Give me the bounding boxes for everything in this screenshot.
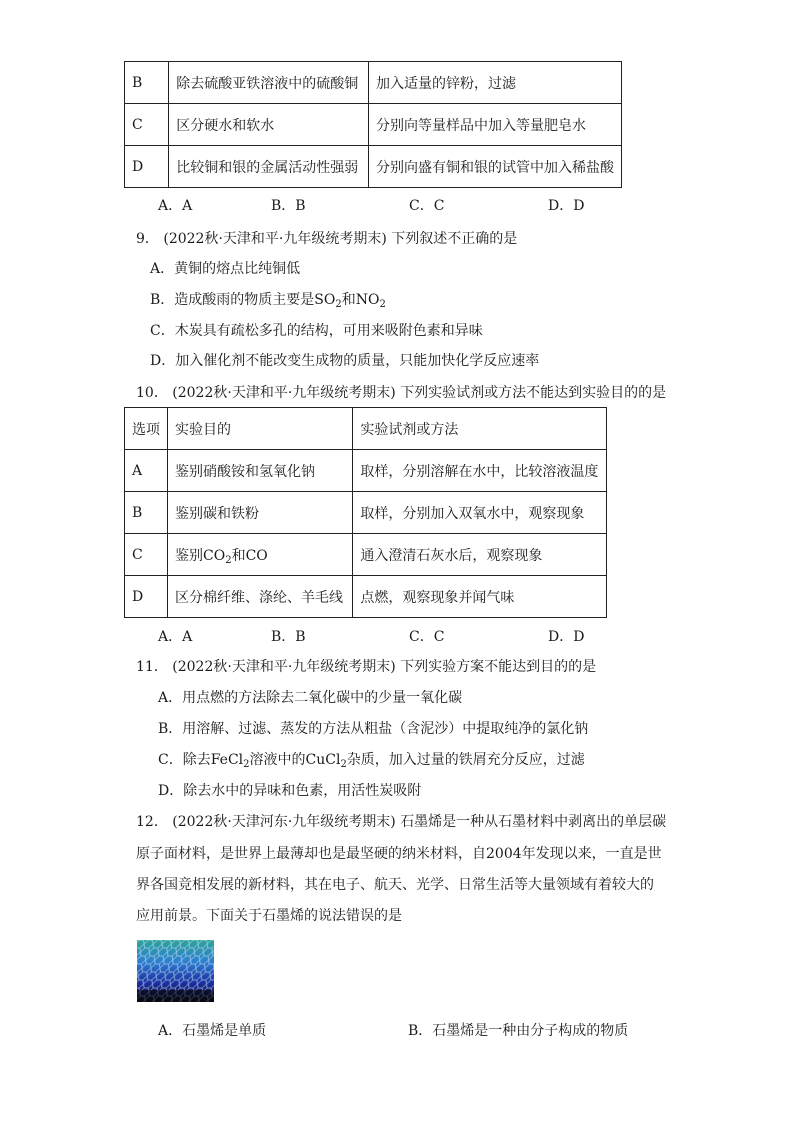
q12-option-a: A．石墨烯是单质 (158, 1023, 267, 1039)
option-c: C．C (409, 198, 445, 214)
table-cell-purpose: 除去硫酸亚铁溶液中的硫酸铜 (169, 62, 369, 104)
q12-text-line: 应用前景。下面关于石墨烯的说法错误的是 (136, 908, 402, 924)
table-cell-option: D (125, 146, 169, 188)
graphene-image (137, 940, 214, 1002)
option-b: B．B (271, 629, 306, 645)
table-cell-purpose (168, 534, 353, 576)
table-row (125, 62, 622, 104)
table-row (125, 492, 607, 534)
subscript: 2 (225, 554, 232, 566)
option-a: A．A (158, 198, 193, 214)
table-cell-purpose: 区分棉纤维、涤纶、羊毛线 (168, 576, 353, 618)
q11-option-b: B．用溶解、过滤、蒸发的方法从粗盐（含泥沙）中提取纯净的氯化钠 (158, 721, 589, 737)
table-row (125, 146, 622, 188)
text: 鉴别CO (175, 547, 226, 564)
question-number: 12． (136, 814, 168, 830)
table-cell-option: B (125, 492, 168, 534)
text: 和CO (231, 547, 268, 564)
table-cell-method: 取样，分别溶解在水中，比较溶液温度 (353, 450, 607, 492)
table-cell-method: 点燃，观察现象并闻气味 (353, 576, 607, 618)
q9-option-b (150, 289, 386, 309)
question-number: 11． (136, 659, 168, 675)
q10-options (0, 626, 794, 646)
q8-options (0, 195, 794, 215)
text: 杂质，加入过量的铁屑充分反应，过滤 (346, 752, 585, 768)
question-text: 下列叙述不正确的是 (391, 231, 518, 247)
q10-stem (136, 382, 666, 402)
q9-option-a: A．黄铜的熔点比纯铜低 (150, 261, 301, 277)
table-header-method: 实验试剂或方法 (353, 408, 607, 450)
question-source: (2022秋·天津和平·九年级统考期末) (163, 231, 387, 247)
subscript: 2 (379, 299, 386, 310)
text: B．造成酸雨的物质主要是SO (150, 292, 336, 308)
table-cell-option: B (125, 62, 169, 104)
table-row (125, 576, 607, 618)
table-cell-option: C (125, 534, 168, 576)
q11-stem (136, 656, 596, 676)
table-cell-option: A (125, 450, 168, 492)
table-row (125, 104, 622, 146)
q10-table (124, 407, 607, 618)
option-c: C．C (409, 629, 445, 645)
question-number: 9． (136, 231, 159, 247)
option-d: D．D (548, 629, 585, 645)
text: 和NO (341, 292, 380, 308)
table-row (125, 534, 607, 576)
question-source: (2022秋·天津河东·九年级统考期末) (172, 814, 396, 830)
question-text: 下列实验试剂或方法不能达到实验目的的是 (400, 385, 667, 401)
subscript: 2 (340, 759, 347, 770)
q11-option-d: D．除去水中的异味和色素，用活性炭吸附 (158, 783, 422, 799)
table-cell-purpose: 鉴别硝酸铵和氢氧化钠 (168, 450, 353, 492)
question-source: (2022秋·天津和平·九年级统考期末) (172, 385, 396, 401)
table-cell-purpose: 区分硬水和软水 (169, 104, 369, 146)
table-cell-option: C (125, 104, 169, 146)
question-text: 石墨烯是一种从石墨材料中剥离出的单层碳 (400, 814, 667, 830)
q8-table (124, 61, 622, 188)
q9-stem (136, 228, 517, 248)
table-cell-method: 通入澄清石灰水后，观察现象 (353, 534, 607, 576)
table-header-row (125, 408, 607, 450)
table-cell-purpose: 比较铜和银的金属活动性强弱 (169, 146, 369, 188)
text: C．除去FeCl (158, 752, 244, 768)
q12-text-line: 原子面材料，是世界上最薄却也是最坚硬的纳米材料，自2004年发现以来，一直是世 (136, 846, 662, 862)
option-b: B．B (271, 198, 306, 214)
q12-stem (136, 811, 666, 831)
table-cell-option: D (125, 576, 168, 618)
table-cell-method: 加入适量的锌粉，过滤 (368, 62, 621, 104)
table-cell-method: 取样，分别加入双氧水中，观察现象 (353, 492, 607, 534)
q12-option-b: B．石墨烯是一种由分子构成的物质 (408, 1023, 629, 1039)
q9-option-d: D．加入催化剂不能改变生成物的质量，只能加快化学反应速率 (150, 353, 540, 369)
table-cell-method: 分别向等量样品中加入等量肥皂水 (368, 104, 621, 146)
question-text: 下列实验方案不能达到目的的是 (400, 659, 597, 675)
question-source: (2022秋·天津和平·九年级统考期末) (172, 659, 396, 675)
table-cell-purpose: 鉴别碳和铁粉 (168, 492, 353, 534)
table-row (125, 450, 607, 492)
q11-option-a: A．用点燃的方法除去二氧化碳中的少量一氧化碳 (158, 690, 463, 706)
table-header-option: 选项 (125, 408, 168, 450)
option-d: D．D (548, 198, 585, 214)
subscript: 2 (335, 299, 342, 310)
table-cell-method: 分别向盛有铜和银的试管中加入稀盐酸 (368, 146, 621, 188)
q9-option-c: C．木炭具有疏松多孔的结构，可用来吸附色素和异味 (150, 323, 483, 339)
text: 溶液中的CuCl (249, 752, 341, 768)
question-number: 10． (136, 385, 168, 401)
subscript: 2 (243, 759, 250, 770)
option-a: A．A (158, 629, 193, 645)
q11-option-c (158, 749, 585, 769)
table-header-purpose: 实验目的 (168, 408, 353, 450)
q12-text-line: 界各国竞相发展的新材料，其在电子、航天、光学、日常生活等大量领域有着较大的 (136, 877, 654, 893)
